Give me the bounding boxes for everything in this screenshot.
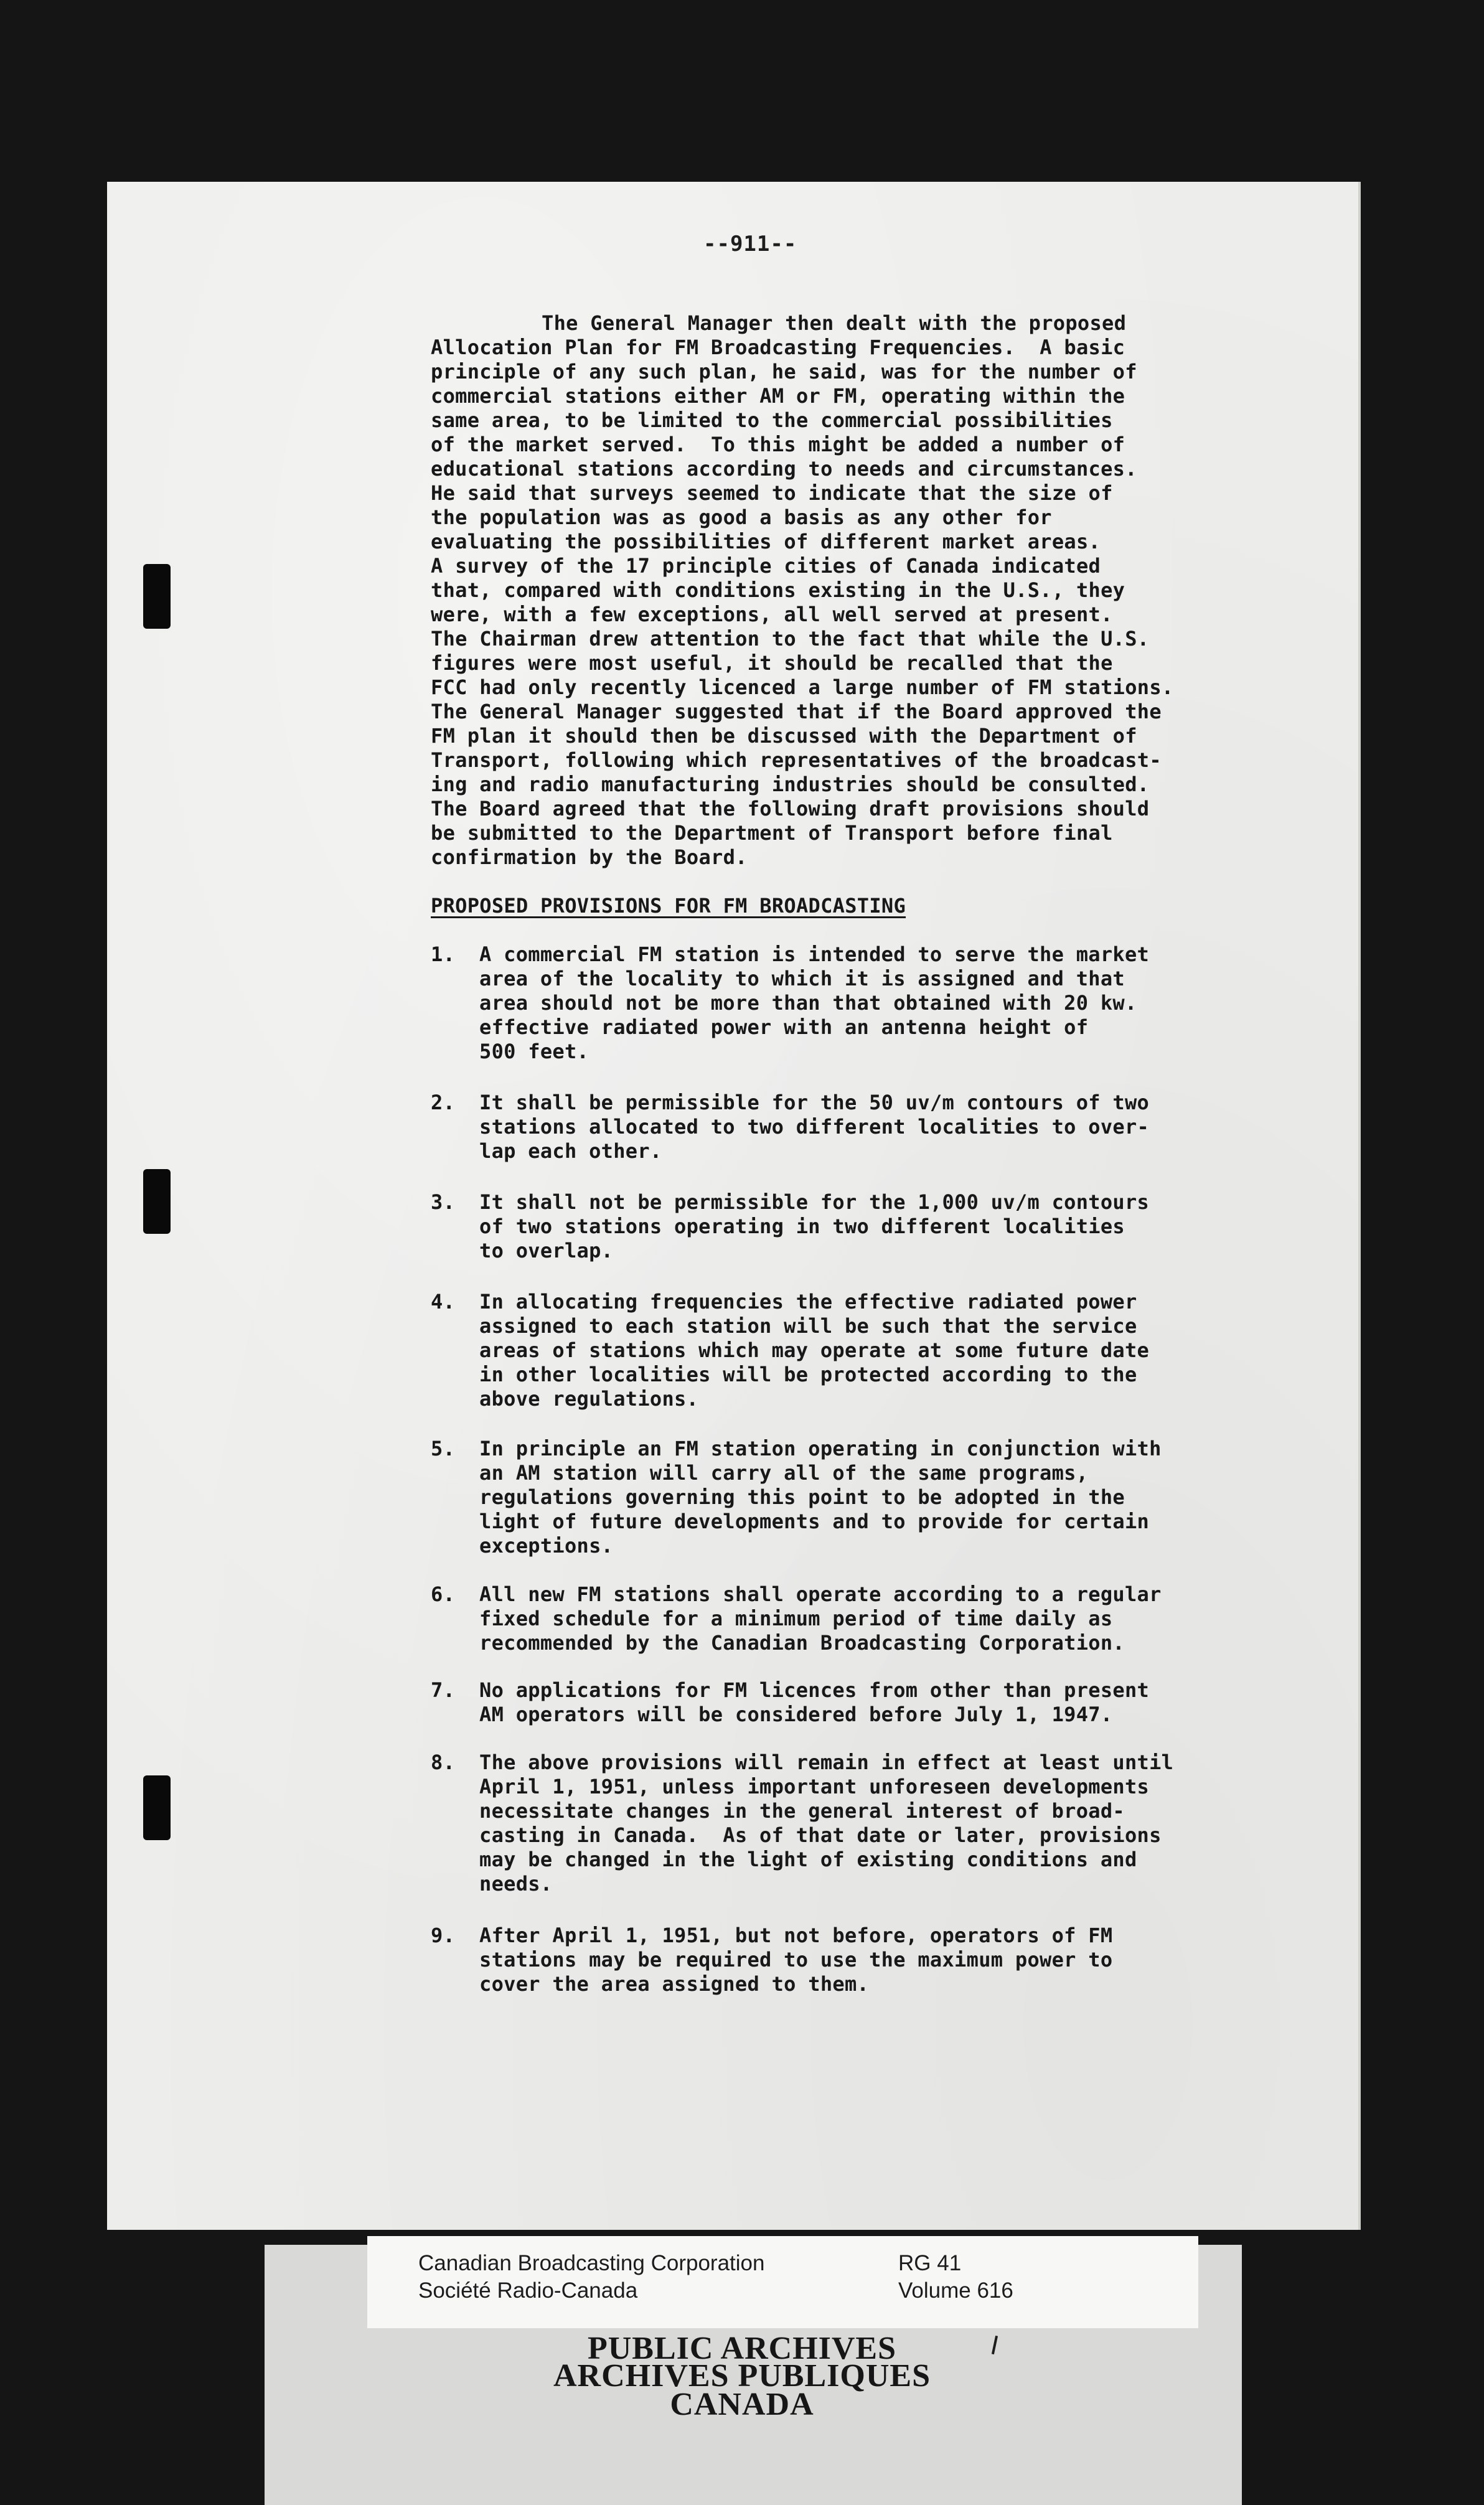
provision-line: It shall be permissible for the 50 uv/m contours of two [479, 1091, 1150, 1114]
provision-line: area of the locality to which it is assigned and that [479, 967, 1125, 990]
provision-line: lap each other. [479, 1139, 662, 1163]
provision-line: After April 1, 1951, but not before, operators of FM [479, 1924, 1113, 1947]
provision-number: 3. [431, 1190, 456, 1214]
provision-number: 8. [431, 1751, 456, 1774]
provision-line: It shall not be permissible for the 1,000 uv/m contours [479, 1190, 1150, 1214]
intro-line: that, compared with conditions existing in the U.S., they [431, 578, 1125, 602]
provision-line: AM operators will be considered before July 1, 1947. [479, 1703, 1113, 1726]
intro-line: same area, to be limited to the commercial possibilities [431, 408, 1113, 432]
intro-line: be submitted to the Department of Transport before final [431, 821, 1113, 845]
provision-line: The above provisions will remain in effect at least until [479, 1751, 1174, 1774]
provision-line: stations may be required to use the maximum power to [479, 1948, 1113, 1972]
intro-line: were, with a few exceptions, all well served at present. [431, 603, 1113, 626]
provision-line: No applications for FM licences from other than present [479, 1678, 1150, 1702]
intro-line: evaluating the possibilities of different market areas. [431, 530, 1101, 553]
provision-line: In principle an FM station operating in conjunction with [479, 1437, 1162, 1460]
intro-line: figures were most useful, it should be recalled that the [431, 651, 1113, 675]
provision-number: 4. [431, 1290, 456, 1314]
intro-line: The Chairman drew attention to the fact that while the U.S. [431, 627, 1150, 651]
intro-line: The General Manager suggested that if the Board approved the [431, 700, 1162, 723]
archive-org-en: Canadian Broadcasting Corporation [418, 2251, 765, 2275]
provision-line: an AM station will carry all of the same programs, [479, 1461, 1089, 1485]
provision-line: A commercial FM station is intended to serve the market [479, 942, 1150, 966]
provision-text [479, 1437, 1162, 1558]
intro-line: A survey of the 17 principle cities of Canada indicated [431, 554, 1101, 578]
provision-line: exceptions. [479, 1534, 614, 1558]
intro-line: the population was as good a basis as any other for [431, 505, 1052, 529]
provision-number: 6. [431, 1582, 456, 1606]
provision-line: light of future developments and to provide for certain [479, 1510, 1150, 1533]
provision-line: above regulations. [479, 1387, 699, 1411]
intro-paragraph [431, 311, 1203, 870]
provision-line: In allocating frequencies the effective radiated power [479, 1290, 1137, 1314]
provision-line: stations allocated to two different localities to over- [479, 1115, 1150, 1139]
provision-text [479, 1290, 1149, 1411]
intro-line: Transport, following which representatives of the broadcast- [431, 748, 1162, 772]
provision-line: fixed schedule for a minimum period of time daily as [479, 1607, 1113, 1630]
binder-hole-middle [143, 1169, 171, 1234]
binder-hole-top [143, 564, 171, 629]
provision-text [479, 1190, 1149, 1263]
archives-stamp-line2: ARCHIVES PUBLIQUES [553, 2358, 931, 2394]
archive-org-fr: Société Radio-Canada [418, 2278, 638, 2303]
provision-line: necessitate changes in the general interest of broad- [479, 1799, 1125, 1823]
provision-line: assigned to each station will be such that the service [479, 1314, 1137, 1338]
page-number: --911-- [703, 232, 797, 256]
intro-line: ing and radio manufacturing industries should be consulted. [431, 773, 1150, 796]
archive-record-group: RG 41 [898, 2251, 962, 2275]
provision-text [479, 1091, 1149, 1163]
intro-line: The General Manager then dealt with the proposed [542, 311, 1127, 335]
provision-line: may be changed in the light of existing conditions and [479, 1848, 1137, 1871]
intro-line: He said that surveys seemed to indicate that the size of [431, 481, 1113, 505]
provision-text [479, 1582, 1162, 1655]
provision-line: in other localities will be protected according to the [479, 1363, 1137, 1386]
provision-line: April 1, 1951, unless important unforeseen developments [479, 1775, 1150, 1798]
intro-line: The Board agreed that the following draft provisions should [431, 797, 1150, 820]
provision-number: 1. [431, 942, 456, 966]
section-heading: PROPOSED PROVISIONS FOR FM BROADCASTING [431, 894, 906, 918]
intro-line: Allocation Plan for FM Broadcasting Frequencies. A basic [431, 336, 1125, 359]
archives-stamp-line1: PUBLIC ARCHIVES [587, 2331, 897, 2366]
provision-line: of two stations operating in two different localities [479, 1215, 1125, 1238]
provision-text [479, 1751, 1173, 1896]
provision-line: 500 feet. [479, 1040, 589, 1063]
provision-line: cover the area assigned to them. [479, 1972, 870, 1996]
binder-hole-bottom [143, 1775, 171, 1840]
provision-line: area should not be more than that obtained with 20 kw. [479, 991, 1137, 1015]
intro-line: educational stations according to needs and circumstances. [431, 457, 1137, 481]
provision-line: effective radiated power with an antenna height of [479, 1015, 1089, 1039]
intro-line: principle of any such plan, he said, was for the number of [431, 360, 1137, 383]
provision-text [479, 942, 1149, 1064]
provision-line: to overlap. [479, 1239, 614, 1262]
intro-line: of the market served. To this might be added a number of [431, 433, 1125, 456]
intro-line: FCC had only recently licenced a large number of FM stations. [431, 675, 1174, 699]
provision-number: 2. [431, 1091, 456, 1114]
provision-number: 5. [431, 1437, 456, 1460]
provision-line: regulations governing this point to be adopted in the [479, 1485, 1125, 1509]
intro-line: FM plan it should then be discussed with the Department of [431, 724, 1137, 748]
provision-line: needs. [479, 1872, 553, 1896]
intro-line: confirmation by the Board. [431, 845, 748, 869]
intro-line: commercial stations either AM or FM, operating within the [431, 384, 1125, 408]
provision-line: areas of stations which may operate at some future date [479, 1338, 1150, 1362]
provision-line: All new FM stations shall operate according to a regular [479, 1582, 1162, 1606]
provision-number: 9. [431, 1924, 456, 1947]
archive-volume: Volume 616 [898, 2278, 1013, 2303]
provision-text [479, 1678, 1149, 1727]
provision-text [479, 1924, 1112, 1996]
archives-stamp-line3: CANADA [670, 2387, 814, 2422]
provision-number: 7. [431, 1678, 456, 1702]
provision-line: recommended by the Canadian Broadcasting Corporation. [479, 1631, 1125, 1655]
provision-line: casting in Canada. As of that date or later, provisions [479, 1823, 1162, 1847]
